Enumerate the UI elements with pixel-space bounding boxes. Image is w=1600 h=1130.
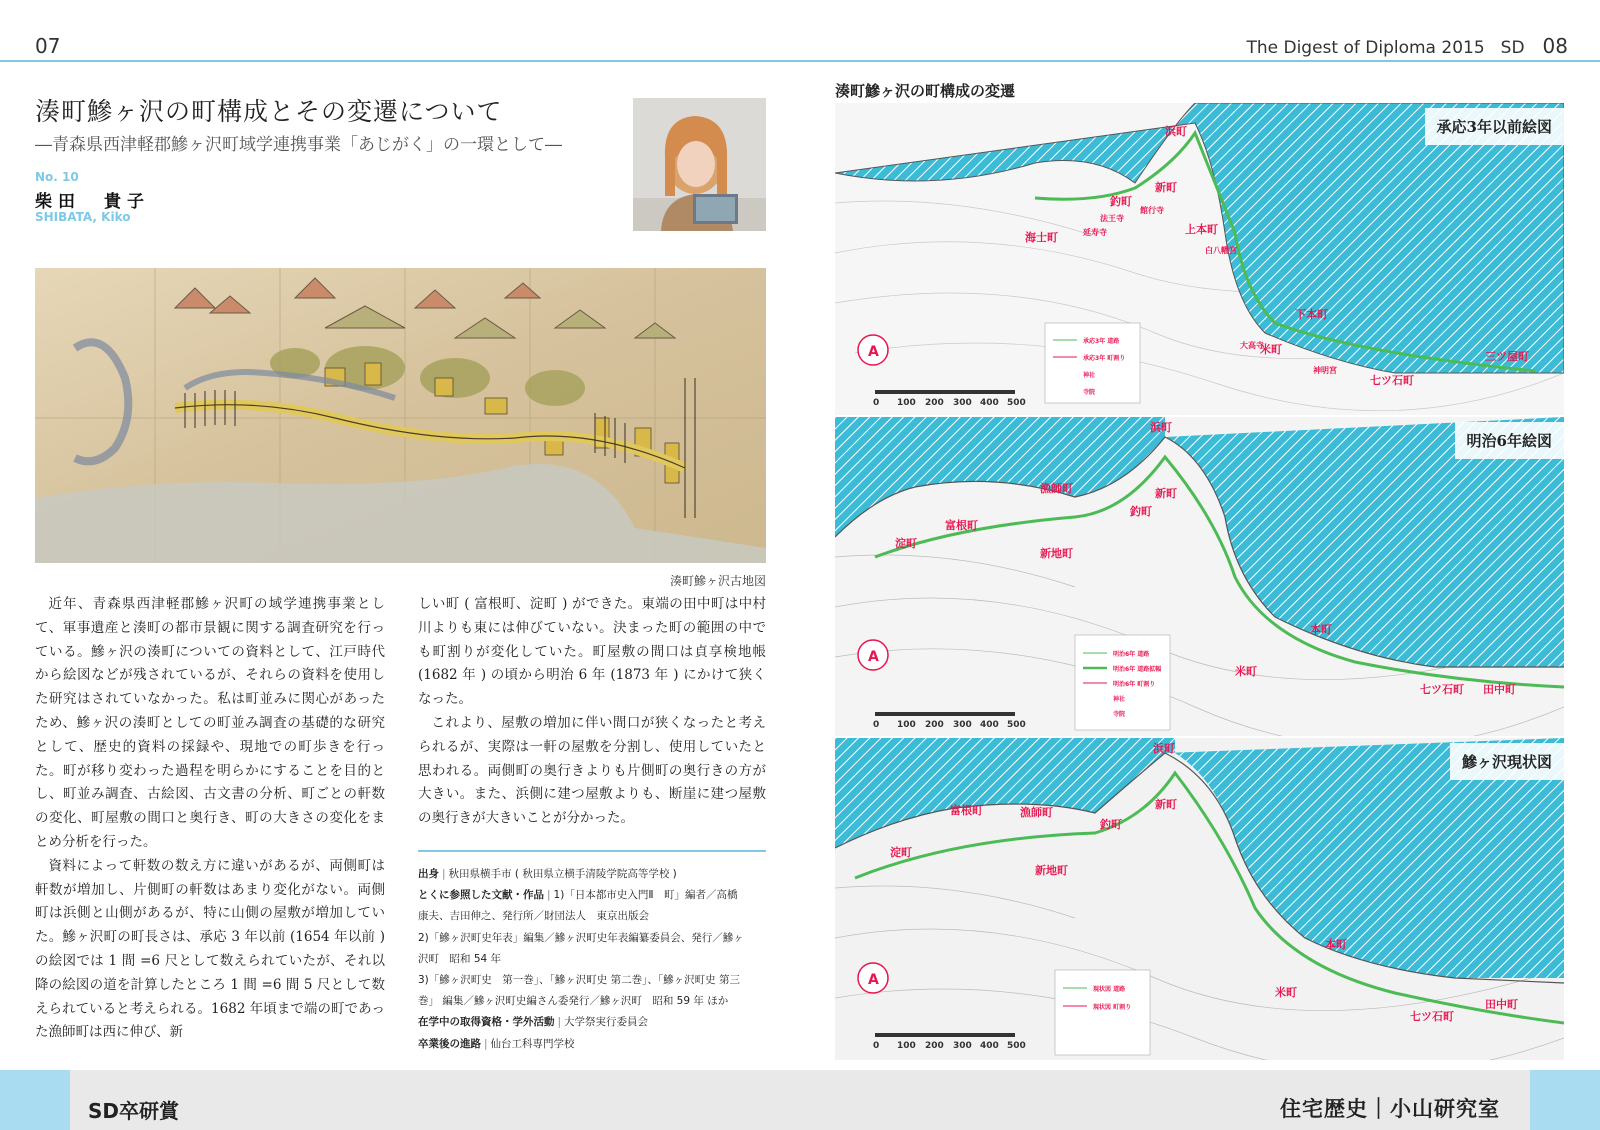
legend-entry: 承応3年 道路 [1083,338,1120,345]
old-map-caption: 湊町鰺ヶ沢古地図 [669,574,766,588]
article-subtitle: ―青森県西津軽郡鰺ヶ沢町域学連携事業「あじがく」の一環として― [35,135,562,155]
legend-entry: 明治6年 道路 [1113,651,1150,658]
legend-entry: 寺院 [1083,389,1096,396]
scale-tick: 200 [925,398,944,408]
legend-entry: 明治6年 町割り [1113,681,1156,688]
author-name: 柴田 貴子 [35,192,150,212]
legend-entry: 承応3年 町割り [1083,355,1126,362]
svg-text:浜町: 浜町 [1165,125,1187,138]
legend-entry: 現状図 道路 [1093,986,1126,993]
svg-text:浜町: 浜町 [1150,421,1172,434]
old-town-map-image [35,268,766,563]
svg-text:本町: 本町 [1325,938,1347,951]
author-roman-name: SHIBATA, Kiko [35,210,131,224]
ref-3a: 3)「鰺ヶ沢町史 第一巻」、「鰺ヶ沢町史 第二巻」、「鰺ヶ沢町史 第三 [418,974,740,987]
svg-text:田中町: 田中町 [1485,998,1518,1011]
ref-2a: 2)「鰺ヶ沢町史年表」編集／鰺ヶ沢町史年表編纂委員会、発行／鰺ヶ [418,931,744,944]
ref-1a: 1)「日本都市史入門Ⅱ 町」編者／高橋 [553,889,738,902]
ref-3b: 巻」 編集／鰺ヶ沢町史編さん委発行／鰺ヶ沢町 昭和 59 年 ほか [418,995,729,1008]
scale-tick: 200 [925,720,944,730]
footer-left-tab [0,1070,70,1130]
scale-tick: 500 [1007,398,1026,408]
map-panel-2 [835,417,1564,736]
career-row: 卒業後の進路 | 仙台工科専門学校 [418,1037,575,1050]
svg-text:神明宮: 神明宮 [1313,366,1337,375]
svg-text:白八幡宮: 白八幡宮 [1205,246,1237,255]
svg-text:A: A [868,649,879,665]
entry-number: No. 10 [35,170,79,184]
body-column-1 [35,593,385,1045]
scale-tick: 0 [873,1041,880,1051]
scale-tick: 100 [897,720,916,730]
svg-text:漁師町: 漁師町 [1020,806,1053,819]
svg-text:七ツ石町: 七ツ石町 [1410,1010,1454,1023]
svg-text:米町: 米町 [1275,986,1297,999]
activities-value: 大学祭実行委員会 [564,1016,649,1029]
svg-text:新町: 新町 [1155,487,1177,500]
svg-text:法王寺: 法王寺 [1100,214,1124,223]
body-paragraph: 近年、青森県西津軽郡鰺ヶ沢町の域学連携事業として、軍事遺産と湊町の都市景観に関する調査研究を行っている。鰺ヶ沢の湊町についての資料として、江戸時代から絵図などが残されているが、それらの資料を使用した研究はされていなかった。私は町並みに関心があったため、鰺ヶ沢の湊町としての町並み調査の基礎的な研究として、歴史的資料の採録や、現地での町歩きを行った。町が移り変わった過程を明らかにすることを目的とし、町並み調査、古絵図、古文書の分析、町ごとの軒数の変化、町屋敷の間口と奥行き、町の大きさの変化をまとめ分析を行った。 [35,596,385,850]
panel-label: 鰺ヶ沢現状図 [1450,743,1564,780]
running-header [1246,34,1568,58]
info-rule [418,850,766,852]
origin-label: 出身 [418,868,439,880]
svg-text:A: A [868,972,879,988]
body-paragraph: 資料によって軒数の数え方に違いがあるが、両側町は軒数が増加し、片側町の軒数はあまり変化がない。両側町は浜側と山側があるが、特に山側の屋敷が増加していた。鰺ヶ沢町の町長さは、承応 3 年以前 (1654 年以前 ) の絵図では 1 間 =6 尺として数えられていたが、それ以降の絵図の道を計算したところ 1 間 =6 間 5 尺として数えられていると考えられる。1682 年頃まで端の町であった漁師町は西に伸び、新 [35,857,385,1041]
svg-text:上本町: 上本町 [1185,223,1218,236]
svg-text:新町: 新町 [1155,798,1177,811]
scale-tick: 300 [953,398,972,408]
svg-text:米町: 米町 [1235,665,1257,678]
svg-text:富根町: 富根町 [950,804,983,817]
publication-title: The Digest of Diploma 2015 [1246,38,1485,58]
svg-text:海士町: 海士町 [1025,231,1058,244]
svg-text:七ツ石町: 七ツ石町 [1370,374,1414,387]
svg-text:新地町: 新地町 [1040,547,1073,560]
body-paragraph: これより、屋敷の増加に伴い間口が狭くなったと考えられるが、実際は一軒の屋敷を分割し、使用していたと思われる。両側町の奥行きよりも片側町の奥行きの方が大きい。また、浜側に建つ屋敷よりも、断崖に建つ屋敷の奥行きが大きいことが分かった。 [418,714,766,827]
svg-text:延寿寺: 延寿寺 [1083,228,1107,237]
footer-award-label: SD卒研賞 [88,1099,180,1123]
body-paragraph-continued: しい町 ( 富根町、淀町 ) ができた。東端の田中町は中村川よりも東には伸びていない。決まった町の範囲の中でも町割りが変化していた。町屋敷の間口は貞享検地帳 (1682 年 ) の頃から明治 6 年 (1873 年 ) にかけて狭くなった。 [418,596,766,708]
panel-label: 明治6年絵図 [1455,422,1564,459]
svg-text:七ツ石町: 七ツ石町 [1420,683,1464,696]
scale-tick: 200 [925,1041,944,1051]
legend-entry: 神社 [1083,372,1096,379]
refs-label: とくに参照した文献・作品 [418,889,544,902]
svg-text:釣町: 釣町 [1130,505,1152,518]
map-panel-3 [835,738,1564,1060]
header-rule [0,60,1600,62]
svg-text:大高寺: 大高寺 [1240,341,1264,350]
origin-row: 出身 | 秋田県横手市 ( 秋田県立横手清陵学院高等学校 ) [418,868,677,880]
scale-tick: 400 [980,1041,999,1051]
scale-tick: 300 [953,1041,972,1051]
svg-text:A: A [868,344,879,360]
scale-tick: 500 [1007,1041,1026,1051]
article-title: 湊町鰺ヶ沢の町構成とその変遷について [35,97,503,126]
map-panel-1 [835,103,1564,415]
svg-text:富根町: 富根町 [945,519,978,532]
svg-text:釣町: 釣町 [1110,195,1132,208]
scale-tick: 0 [873,398,880,408]
svg-text:本町: 本町 [1310,623,1332,636]
body-column-2 [418,593,766,831]
svg-text:新町: 新町 [1155,181,1177,194]
legend-entry: 現状図 町割り [1093,1004,1132,1011]
scale-tick: 400 [980,720,999,730]
svg-text:館行寺: 館行寺 [1140,206,1164,215]
legend-entry: 明治6年 道路拡幅 [1113,666,1162,673]
svg-text:米町: 米町 [1260,343,1282,356]
scale-tick: 500 [1007,720,1026,730]
svg-text:田中町: 田中町 [1483,683,1516,696]
refs-row: とくに参照した文献・作品 | 1)「日本都市史入門Ⅱ 町」編者／高橋 [418,889,738,902]
svg-text:新地町: 新地町 [1035,864,1068,877]
series-mark: SD [1500,38,1525,58]
scale-tick: 400 [980,398,999,408]
footer-right-tab [1530,1070,1600,1130]
svg-text:下本町: 下本町 [1295,308,1328,321]
svg-text:浜町: 浜町 [1153,742,1175,755]
scale-tick: 100 [897,1041,916,1051]
activities-label: 在学中の取得資格・学外活動 [418,1016,555,1029]
legend-entry: 寺院 [1113,711,1126,718]
footer-lab-label: 住宅歴史｜小山研究室 [1280,1097,1500,1121]
maps-heading: 湊町鰺ヶ沢の町構成の変遷 [835,82,1016,100]
scale-tick: 100 [897,398,916,408]
svg-text:漁師町: 漁師町 [1040,482,1073,495]
svg-text:淀町: 淀町 [895,537,917,550]
author-info [418,864,768,1055]
svg-text:三ツ屋町: 三ツ屋町 [1485,350,1529,363]
origin-value: 秋田県横手市 ( 秋田県立横手清陵学院高等学校 ) [448,868,677,880]
left-page-number: 07 [35,34,61,58]
svg-text:淀町: 淀町 [890,846,912,859]
svg-text:釣町: 釣町 [1100,818,1122,831]
career-label: 卒業後の進路 [418,1037,481,1050]
activities-row: 在学中の取得資格・学外活動 | 大学祭実行委員会 [418,1016,649,1029]
author-portrait [633,98,766,231]
scale-tick: 0 [873,720,880,730]
panel-label: 承応3年以前絵図 [1425,108,1564,145]
scale-tick: 300 [953,720,972,730]
legend-entry: 神社 [1113,696,1126,703]
career-value: 仙台工科専門学校 [490,1037,575,1050]
right-page-number: 08 [1542,34,1568,58]
ref-2b: 沢町 昭和 54 年 [418,952,502,965]
ref-1b: 康夫、吉田伸之、発行所／財団法人 東京出版会 [418,910,649,923]
